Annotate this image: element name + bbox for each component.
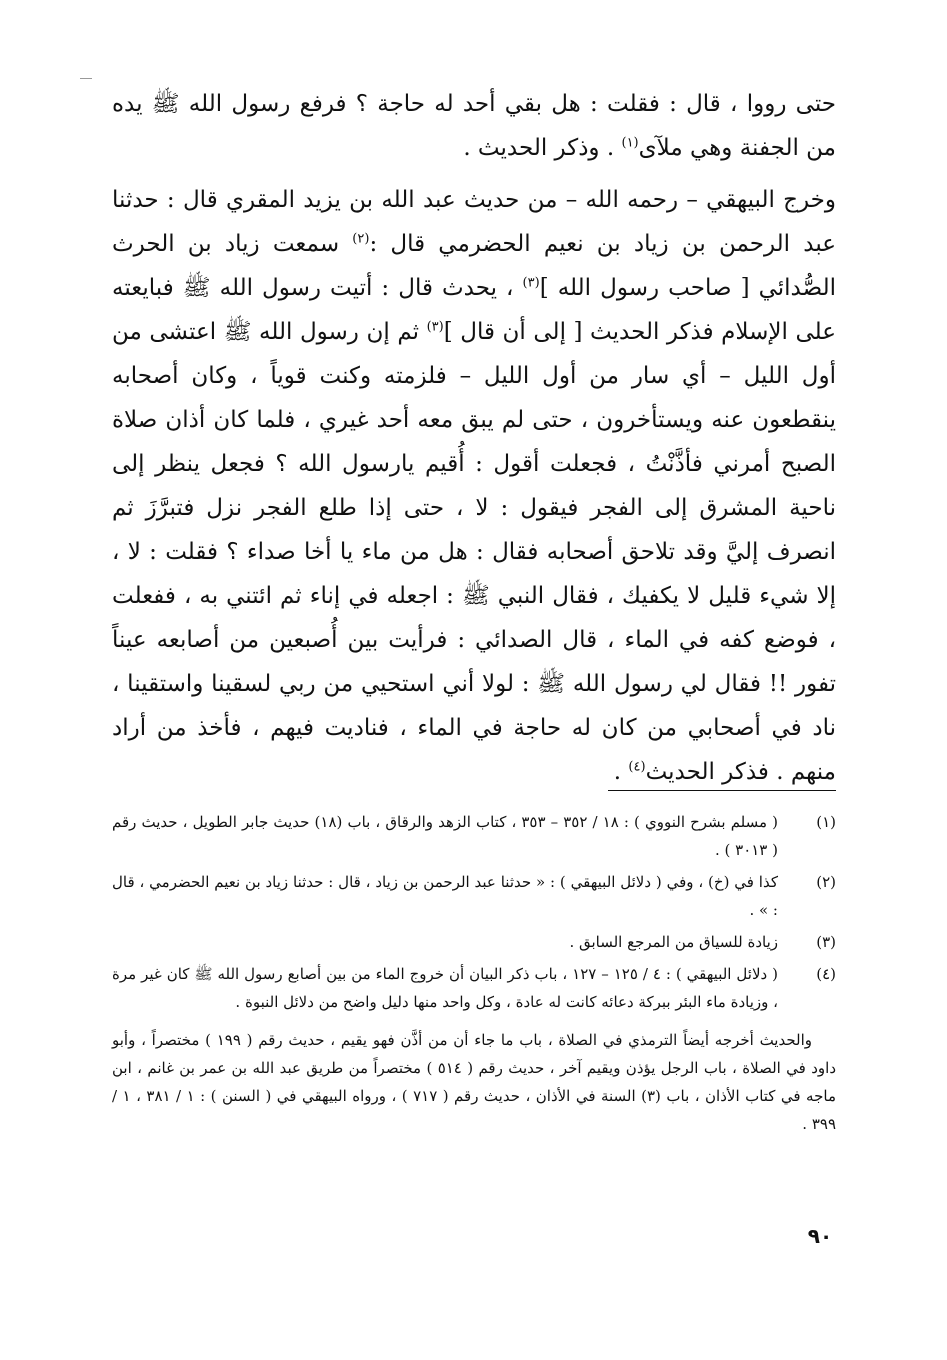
footnote-1-text: ( مسلم بشرح النووي ) : ١٨ / ٣٥٢ – ٣٥٣ ، كتاب الزهد والرقاق ، باب (١٨) حديث جابر الطويل ، حديث رقم ( ٣٠١٣ ) .: [112, 813, 779, 859]
footnote-4-text: ( دلائل البيهقي ) : ٤ / ١٢٥ – ١٢٧ ، باب ذكر البيان أن خروج الماء من بين أصابع رسول الله ﷺ كان غير مرة ، وزيادة ماء البئر ببركة دعائه كانت له عادة ، وكل واحد منها دليل واضح من دلائل النبوة .: [112, 965, 778, 1011]
footnote-2: [112, 868, 836, 924]
paragraph-2-seg-2: سمعت زياد بن الحرث الصُّدائي [ صاحب رسول الله ]: [112, 231, 836, 301]
footnote-2-number: (٢): [816, 873, 836, 891]
footnote-4-continuation: والحديث أخرجه أيضاً الترمذي في الصلاة ، باب ما جاء أن من أذَّن فهو يقيم ، حديث رقم ( ١٩٩ ) مختصراً ، وأبو داود في الصلاة ، باب الرجل يؤذن ويقيم آخر ، حديث رقم ( ٥١٤ ) مختصراً من طريق عبد الله بن عمر بن غانم ، ابن ماجه في كتاب الأذان ، باب (٣) السنة في الأذان ، حديث رقم ( ٧١٧ ) ، ورواه البيهقي في ( السنن ) : ١ / ٣٨١ ، ١ / ٣٩٩ .: [112, 1031, 836, 1133]
page-number: ٩٠: [807, 1224, 833, 1248]
paragraph-2-seg-3: ، يحدث قال : أتيت رسول الله ﷺ فبايعته على الإسلام فذكر الحديث [ إلى أن قال ]: [112, 275, 836, 345]
footnote-3-text: زيادة للسياق من المرجع السابق .: [569, 933, 778, 951]
paragraph-2: [112, 178, 836, 794]
footnote-1-number: (١): [816, 813, 836, 831]
footnote-ref-3b: (٣): [426, 319, 444, 335]
footnote-4: [112, 960, 836, 1016]
paragraph-1-text-b: . وذكر الحديث .: [463, 135, 622, 161]
footnote-4-number: (٤): [816, 965, 836, 983]
footnote-2-text: كذا في (خ) ، وفي ( دلائل البيهقي ) : « حدثنا عبد الرحمن بن زياد ، قال : حدثنا زياد بن نعيم الحضرمي ، قال : » .: [112, 873, 778, 919]
main-text: [112, 82, 836, 794]
footnote-3-number: (٣): [816, 933, 836, 951]
footnote-ref-3a: (٣): [522, 275, 540, 291]
footnote-1: [112, 808, 836, 864]
paragraph-1: [112, 82, 836, 170]
footnote-ref-2: (٢): [352, 231, 370, 247]
paragraph-2-seg-1: وخرج البيهقي – رحمه الله – من حديث عبد الله بن يزيد المقري قال : حدثنا عبد الرحمن بن زياد بن نعيم الحضرمي قال :: [112, 187, 837, 257]
footnote-3: [112, 928, 836, 956]
footnote-separator: [608, 790, 836, 791]
footnotes: [112, 808, 836, 1138]
footnote-ref-4: (٤): [628, 759, 646, 775]
paragraph-2-seg-5: .: [613, 759, 629, 785]
paragraph-1-text-a: حتى رووا ، قال : فقلت : هل بقي أحد له حاجة ؟ فرفع رسول الله ﷺ يده من الجفنة وهي ملآى: [112, 91, 836, 161]
paragraph-2-seg-4: ثم إن رسول الله ﷺ اعتشى من أول الليل – أي سار من أول الليل – فلزمته وكنت قوياً ، وكان أصحابه ينقطعون عنه ويستأخرون ، حتى لم يبق معه أحد غيري ، فلما كان أذان صلاة الصبح أمرني فأذَّنْتُ ، فجعلت أقول : أُقيم يارسول الله ؟ فجعل ينظر إلى ناحية المشرق إلى الفجر فيقول : لا ، حتى إذا طلع الفجر نزل فتبرَّزَ ثم انصرف إليَّ وقد تلاحق أصحابه فقال : هل من ماء يا أخا صداء ؟ فقلت : لا ، إلا شيء قليل لا يكفيك ، فقال النبي ﷺ : اجعله في إناء ثم ائتني به ، ففعلت ، فوضع كفه في الماء ، قال الصدائي : فرأيت بين أُصبعين من أصابعه عيناً تفور !! فقال لي رسول الله ﷺ : لولا أني استحيي من ربي لسقينا واستقينا ، ناد في أصحابي من كان له حاجة في الماء ، فناديت فيهم ، فأخذ من أراد منهم . فذكر الحديث: [112, 319, 836, 785]
footnote-ref-1: (١): [621, 135, 639, 151]
scan-corner-mark: [80, 78, 92, 79]
